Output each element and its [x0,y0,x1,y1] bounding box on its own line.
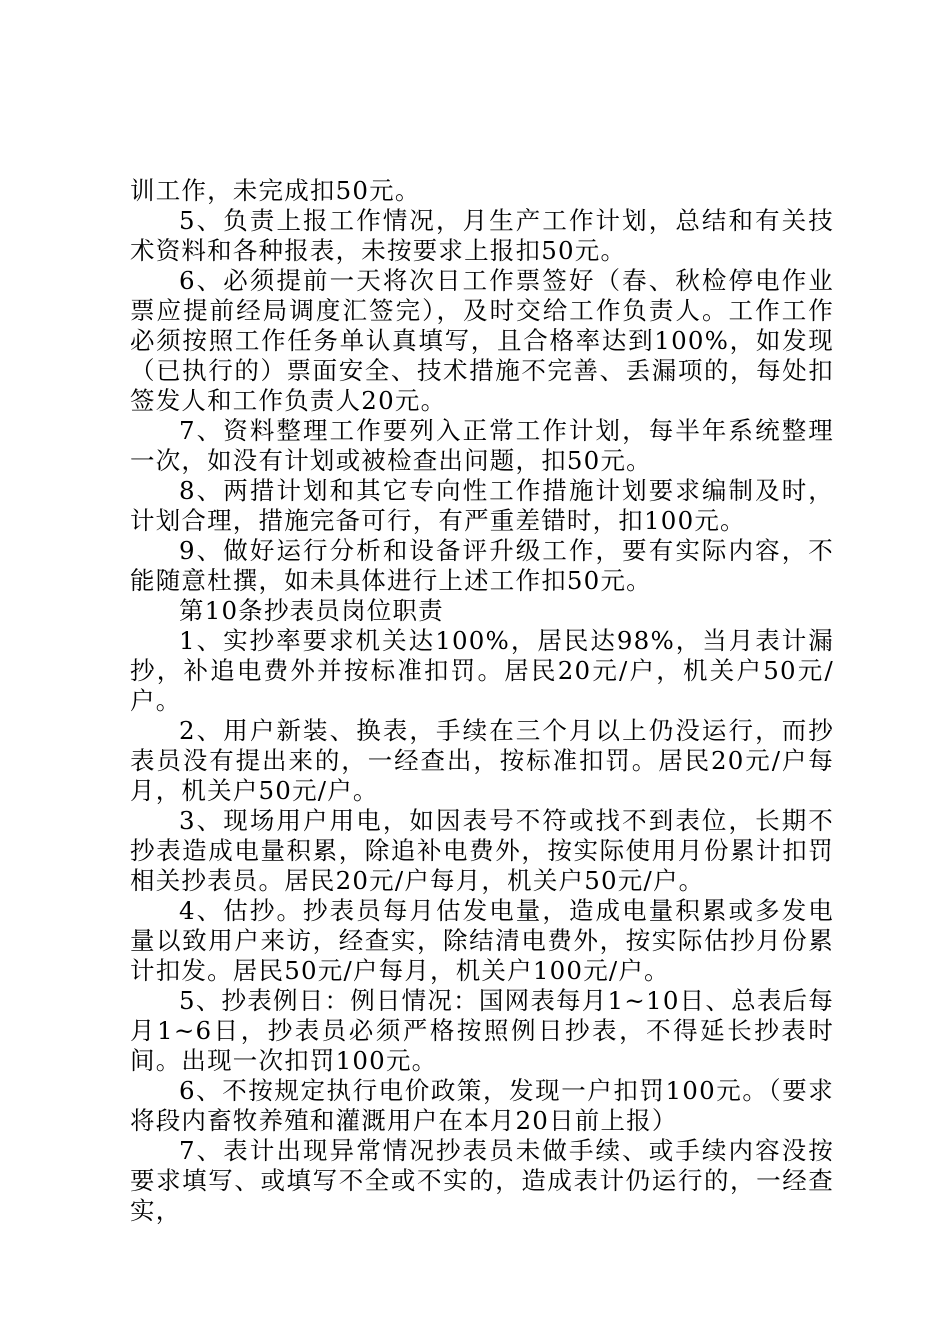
paragraph-meter-reader-6: 6、不按规定执行电价政策，发现一户扣罚100元。（要求将段内畜牧养殖和灌溉用户在本月20日前上报） [130,1076,834,1135]
section-heading-article-10: 第10条抄表员岗位职责 [179,596,444,625]
paragraph-item-9: 9、做好运行分析和设备评升级工作，要有实际内容，不能随意杜撰，如未具体进行上述工作扣50元。 [130,536,834,595]
paragraph-meter-reader-3: 3、现场用户用电，如因表号不符或找不到表位，长期不抄表造成电量积累，除追补电费外，按实际使用月份累计扣罚相关抄表员。居民20元/户每月，机关户50元/户。 [130,806,834,895]
paragraph-meter-reader-1: 1、实抄率要求机关达100%，居民达98%，当月表计漏抄，补追电费外并按标准扣罚。居民20元/户，机关户50元/户。 [130,626,834,715]
paragraph-meter-reader-7: 7、表计出现异常情况抄表员未做手续、或手续内容没按要求填写、或填写不全或不实的，造成表计仍运行的，一经查实， [130,1136,834,1225]
paragraph-item-7: 7、资料整理工作要列入正常工作计划，每半年系统整理一次，如没有计划或被检查出问题，扣50元。 [130,416,834,475]
document-body [130,176,834,1226]
paragraph-meter-reader-4: 4、估抄。抄表员每月估发电量，造成电量积累或多发电量以致用户来访，经查实，除结清电费外，按实际估抄月份累计扣发。居民50元/户每月，机关户100元/户。 [130,896,834,985]
paragraph-item-6: 6、必须提前一天将次日工作票签好（春、秋检停电作业票应提前经局调度汇签完），及时交给工作负责人。工作工作必须按照工作任务单认真填写，且合格率达到100%，如发现（已执行的）票面安全、技术措施不完善、丢漏项的，每处扣签发人和工作负责人20元。 [130,266,834,415]
paragraph-meter-reader-5: 5、抄表例日：例日情况：国网表每月1~10日、总表后每月1~6日，抄表员必须严格按照例日抄表，不得延长抄表时间。出现一次扣罚100元。 [130,986,834,1075]
paragraph-item-5: 5、负责上报工作情况，月生产工作计划，总结和有关技术资料和各种报表，未按要求上报扣50元。 [130,206,834,265]
paragraph-continuation: 训工作，未完成扣50元。 [130,176,421,205]
paragraph-meter-reader-2: 2、用户新装、换表，手续在三个月以上仍没运行，而抄表员没有提出来的，一经查出，按标准扣罚。居民20元/户每月，机关户50元/户。 [130,716,834,805]
paragraph-item-8: 8、两措计划和其它专向性工作措施计划要求编制及时，计划合理，措施完备可行，有严重差错时，扣100元。 [130,476,834,535]
